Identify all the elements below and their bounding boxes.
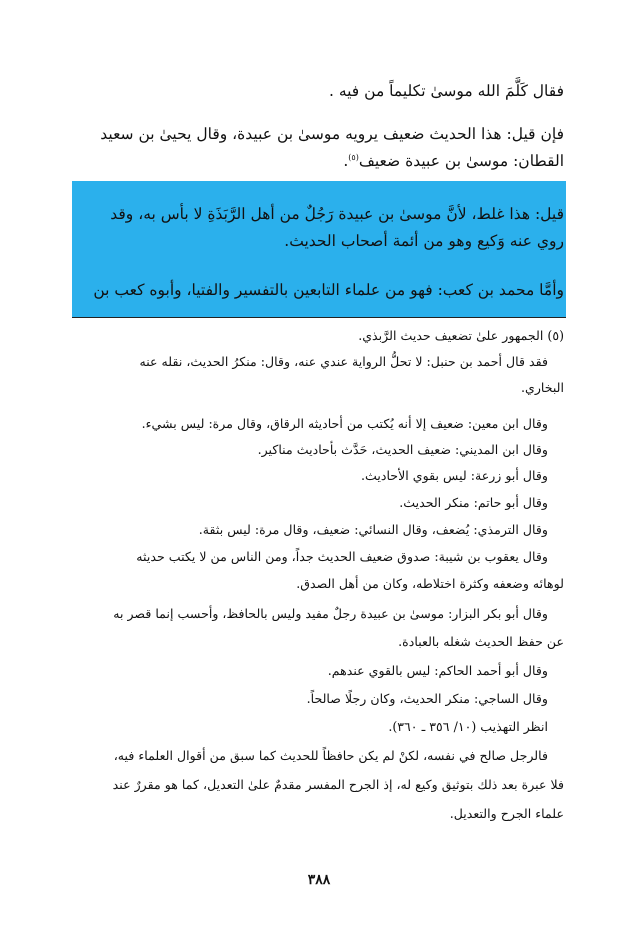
main-line-1: فقال كَلَّمَ الله موسىٰ تكليماً من فيه . <box>328 82 564 100</box>
footnote-line-18: علماء الجرح والتعديل. <box>449 806 564 821</box>
main-line-6: وأمَّا محمد بن كعب: فهو من علماء التابعين بالتفسير والفتيا، وأبوه كعب بن <box>93 281 564 299</box>
footnote-line-1: (٥) الجمهور علىٰ تضعيف حديث الرَّبذي. <box>358 328 564 343</box>
footnote-ref: (٥) <box>348 153 359 162</box>
footnote-line-10: لوهائه وضعفه وكثرة اختلاطه، وكان من أهل الصدق. <box>296 576 564 591</box>
main-line-3-text: القطان: موسىٰ بن عبيدة ضعيف <box>358 152 564 171</box>
footnote-line-2: فقد قال أحمد بن حنبل: لا تحلُّ الرواية عندي عنه، وقال: منكرُ الحديث، نقله عنه <box>139 354 548 369</box>
footnote-line-14: وقال الساجي: منكر الحديث، وكان رجلًا صالحاً. <box>306 691 548 706</box>
footnote-line-7: وقال أبو حاتم: منكر الحديث. <box>399 495 548 510</box>
footnote-separator <box>72 317 566 318</box>
page-number: ٣٨٨ <box>307 872 331 888</box>
main-line-5: روي عنه وَكيع وهو من أئمة أصحاب الحديث. <box>284 232 564 250</box>
footnote-line-6: وقال أبو زرعة: ليس بقوي الأحاديث. <box>360 468 548 483</box>
footnote-line-4: وقال ابن معين: ضعيف إلا أنه يُكتب من أحاديثه الرقاق، وقال مرة: ليس بشيء. <box>141 416 548 431</box>
footnote-line-3: البخاري. <box>520 380 564 395</box>
main-line-3 <box>343 154 564 170</box>
footnote-line-11: وقال أبو بكر البزار: موسىٰ بن عبيدة رجلٌ مفيد وليس بالحافظ، وأحسب إنما قصر به <box>113 606 548 621</box>
footnote-line-16: فالرجل صالح في نفسه، لكنْ لم يكن حافظاً للحديث كما سبق من أقوال العلماء فيه، <box>113 748 548 763</box>
footnote-line-12: عن حفظ الحديث شغله بالعبادة. <box>398 634 564 649</box>
footnote-line-8: وقال الترمذي: يُضعف، وقال النسائي: ضعيف، وقال مرة: ليس بثقة. <box>198 522 548 537</box>
footnote-line-9: وقال يعقوب بن شيبة: صدوق ضعيف الحديث جداً، ومن الناس من لا يكتب حديثه <box>136 549 548 564</box>
footnote-line-15: انظر التهذيب (١٠/ ٣٥٦ ـ ٣٦٠). <box>388 719 548 734</box>
footnote-line-17: فلا عبرة بعد ذلك بتوثيق وكيع له، إذ الجرح المفسر مقدمٌ علىٰ التعديل، كما هو مقررٌ عند <box>112 777 564 792</box>
main-line-4: قيل: هذا غلط، لأنَّ موسىٰ بن عبيدة رَجُلٌ من أهل الرَّبَذَةِ لا بأس به، وقد <box>110 205 564 223</box>
footnote-line-13: وقال أبو أحمد الحاكم: ليس بالقوي عندهم. <box>327 663 548 678</box>
main-line-2: فإن قيل: هذا الحديث ضعيف يرويه موسىٰ بن عبيدة، وقال يحيىٰ بن سعيد <box>100 125 564 143</box>
footnote-line-5: وقال ابن المديني: ضعيف الحديث، حَدَّث بأحاديث مناكير. <box>257 442 548 457</box>
main-line-3-end: . <box>343 152 349 171</box>
